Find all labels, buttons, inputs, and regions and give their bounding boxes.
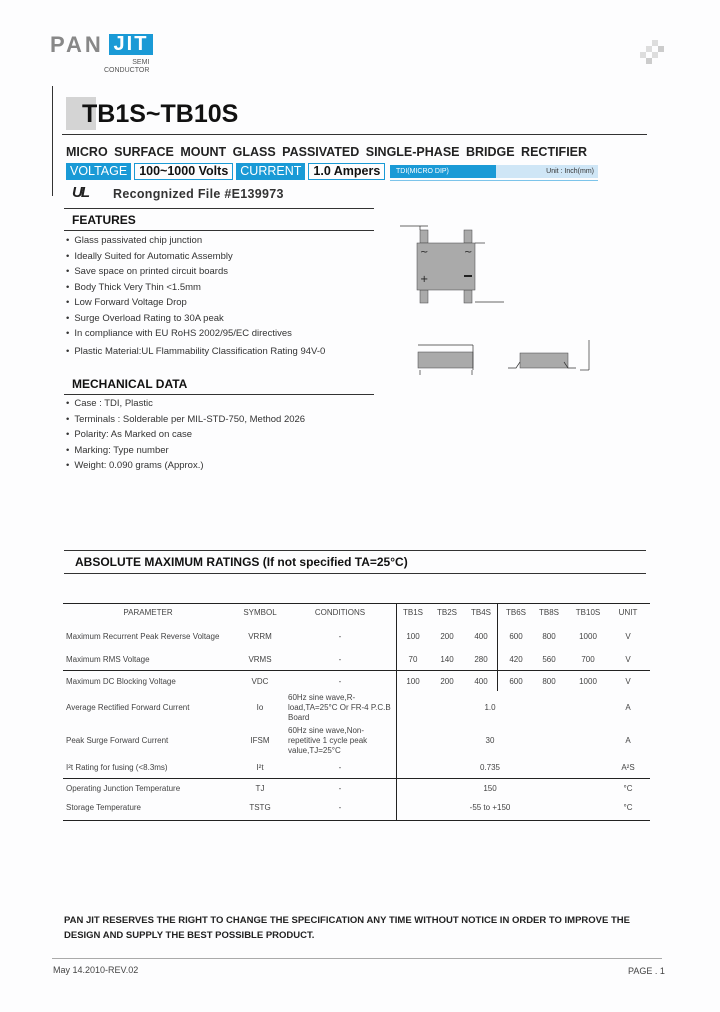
symbol-cell: VRRM xyxy=(248,632,272,641)
value-cell: 1000 xyxy=(579,677,597,686)
voltage-label: VOLTAGE xyxy=(66,163,131,180)
divider xyxy=(64,230,374,231)
rating-tags xyxy=(66,163,385,180)
current-value: 1.0 Ampers xyxy=(308,163,385,180)
divider xyxy=(64,208,374,209)
param-cell: Maximum Recurrent Peak Reverse Voltage xyxy=(66,632,220,641)
feature-item: • Plastic Material:UL Flammability Classification Rating 94V-0 xyxy=(66,344,325,360)
logo-pan: PAN xyxy=(50,32,104,57)
value-cell: 1000 xyxy=(579,632,597,641)
unit-cell: V xyxy=(625,677,631,686)
logo-sub1: SEMI xyxy=(132,59,150,66)
symbol-cell: TSTG xyxy=(249,803,271,812)
value-cell: 100 xyxy=(406,632,420,641)
package-name: TDI(MICRO DIP) xyxy=(390,165,496,178)
mechanical-list xyxy=(66,396,305,474)
symbol-cell: Io xyxy=(256,703,264,712)
table-header: UNIT xyxy=(618,608,638,617)
unit-cell: °C xyxy=(623,803,633,812)
mechanical-item: • Polarity: As Marked on case xyxy=(66,427,305,443)
divider xyxy=(390,180,598,181)
svg-text:+: + xyxy=(420,274,429,285)
param-cell: Average Rectified Forward Current xyxy=(66,703,190,712)
feature-item: • Save space on printed circuit boards xyxy=(66,264,325,280)
conditions-cell: - xyxy=(338,677,342,686)
divider xyxy=(62,134,647,135)
ratings-heading: ABSOLUTE MAXIMUM RATINGS (If not specified TA=25°C) xyxy=(75,555,408,569)
title-vertical-rule xyxy=(52,86,53,196)
value-cell: 140 xyxy=(440,655,454,664)
value-cell: 70 xyxy=(408,655,418,664)
value-cell: 30 xyxy=(485,736,495,745)
unit-cell: A²S xyxy=(621,763,635,772)
conditions-cell: - xyxy=(338,655,342,664)
symbol-cell: TJ xyxy=(255,784,265,793)
feature-item: • Glass passivated chip junction xyxy=(66,233,325,249)
conditions-cell: - xyxy=(338,784,342,793)
current-label: CURRENT xyxy=(236,163,305,180)
voltage-value: 100~1000 Volts xyxy=(134,163,233,180)
symbol-cell: VRMS xyxy=(248,655,272,664)
disclaimer-notice: PAN JIT RESERVES THE RIGHT TO CHANGE THE SPECIFICATION ANY TIME WITHOUT NOTICE IN ORDER TO IMPROVE THE DESIGN AND SUPPLY THE BEST POSSIBLE PRODUCT. xyxy=(64,915,630,941)
param-cell: Maximum RMS Voltage xyxy=(66,655,150,664)
value-cell: 560 xyxy=(542,655,556,664)
page-number: PAGE . 1 xyxy=(628,966,665,976)
svg-text:~: ~ xyxy=(464,247,473,258)
value-cell: 600 xyxy=(509,677,523,686)
value-cell: -55 to +150 xyxy=(469,803,511,812)
feature-item: • Low Forward Voltage Drop xyxy=(66,295,325,311)
features-heading: FEATURES xyxy=(72,213,136,227)
value-cell: 800 xyxy=(542,677,556,686)
unit-cell: A xyxy=(625,736,631,745)
ul-logo-icon: UL xyxy=(72,184,88,201)
table-header: PARAMETER xyxy=(123,608,173,617)
feature-item: • In compliance with EU RoHS 2002/95/EC directives xyxy=(66,326,325,342)
param-cell: I²t Rating for fusing (<8.3ms) xyxy=(66,763,168,772)
symbol-cell: IFSM xyxy=(250,736,270,745)
footer-divider xyxy=(52,958,662,959)
param-cell: Operating Junction Temperature xyxy=(66,784,181,793)
conditions-cell: 60Hz sine wave,Non-repetitive 1 cycle peak value,TJ=25°C xyxy=(288,726,368,755)
recognized-file: Recongnized File #E139973 xyxy=(113,187,284,201)
revision-date: May 14.2010-REV.02 xyxy=(53,965,139,975)
divider xyxy=(64,573,646,574)
conditions-cell: - xyxy=(338,632,342,641)
mechanical-heading: MECHANICAL DATA xyxy=(72,377,188,391)
value-cell: 100 xyxy=(406,677,420,686)
value-cell: 400 xyxy=(474,677,488,686)
logo-jit: JIT xyxy=(109,34,153,55)
package-outline-drawing xyxy=(380,200,620,380)
unit-cell: V xyxy=(625,632,631,641)
table-header: CONDITIONS xyxy=(314,608,366,617)
mechanical-item: • Case : TDI, Plastic xyxy=(66,396,305,412)
value-cell: 150 xyxy=(483,784,497,793)
value-cell: 200 xyxy=(440,677,454,686)
mechanical-item: • Marking: Type number xyxy=(66,443,305,459)
table-header: TB6S xyxy=(505,608,527,617)
table-header: TB2S xyxy=(436,608,458,617)
param-cell: Storage Temperature xyxy=(66,803,142,812)
unit-cell: A xyxy=(625,703,631,712)
param-cell: Peak Surge Forward Current xyxy=(66,736,169,745)
logo-subtitle xyxy=(104,59,149,75)
value-cell: 420 xyxy=(509,655,523,664)
conditions-cell: - xyxy=(338,803,342,812)
page-title: TB1S~TB10S xyxy=(82,100,239,128)
unit-cell: V xyxy=(625,655,631,664)
feature-item: • Body Thick Very Thin <1.5mm xyxy=(66,280,325,296)
value-cell: 600 xyxy=(509,632,523,641)
table-header: TB4S xyxy=(470,608,492,617)
table-header: SYMBOL xyxy=(243,608,277,617)
value-cell: 200 xyxy=(440,632,454,641)
symbol-cell: VDC xyxy=(251,677,269,686)
product-subtitle: MICRO SURFACE MOUNT GLASS PASSIVATED SINGLE-PHASE BRIDGE RECTIFIER xyxy=(66,145,588,159)
conditions-cell: 60Hz sine wave,R-load,TA=25°C Or FR-4 P.C.B Board xyxy=(288,693,391,722)
mechanical-item: • Weight: 0.090 grams (Approx.) xyxy=(66,458,305,474)
unit-cell: °C xyxy=(623,784,633,793)
package-unit: Unit : Inch(mm) xyxy=(496,165,598,178)
value-cell: 400 xyxy=(474,632,488,641)
table-header: TB1S xyxy=(402,608,424,617)
symbol-cell: I²t xyxy=(256,763,264,772)
divider xyxy=(64,394,374,395)
divider xyxy=(64,550,646,551)
value-cell: 1.0 xyxy=(484,703,496,712)
mechanical-item: • Terminals : Solderable per MIL-STD-750, Method 2026 xyxy=(66,412,305,428)
table-header: TB10S xyxy=(575,608,601,617)
conditions-cell: - xyxy=(338,763,342,772)
feature-item: • Ideally Suited for Automatic Assembly xyxy=(66,249,325,265)
logo-sub2: CONDUCTOR xyxy=(104,67,150,74)
features-list xyxy=(66,233,325,359)
param-cell: Maximum DC Blocking Voltage xyxy=(66,677,176,686)
value-cell: 700 xyxy=(581,655,595,664)
value-cell: 280 xyxy=(474,655,488,664)
feature-item: • Surge Overload Rating to 30A peak xyxy=(66,311,325,327)
value-cell: 0.735 xyxy=(479,763,501,772)
table-header: TB8S xyxy=(538,608,560,617)
svg-text:~: ~ xyxy=(420,247,429,258)
value-cell: 800 xyxy=(542,632,556,641)
